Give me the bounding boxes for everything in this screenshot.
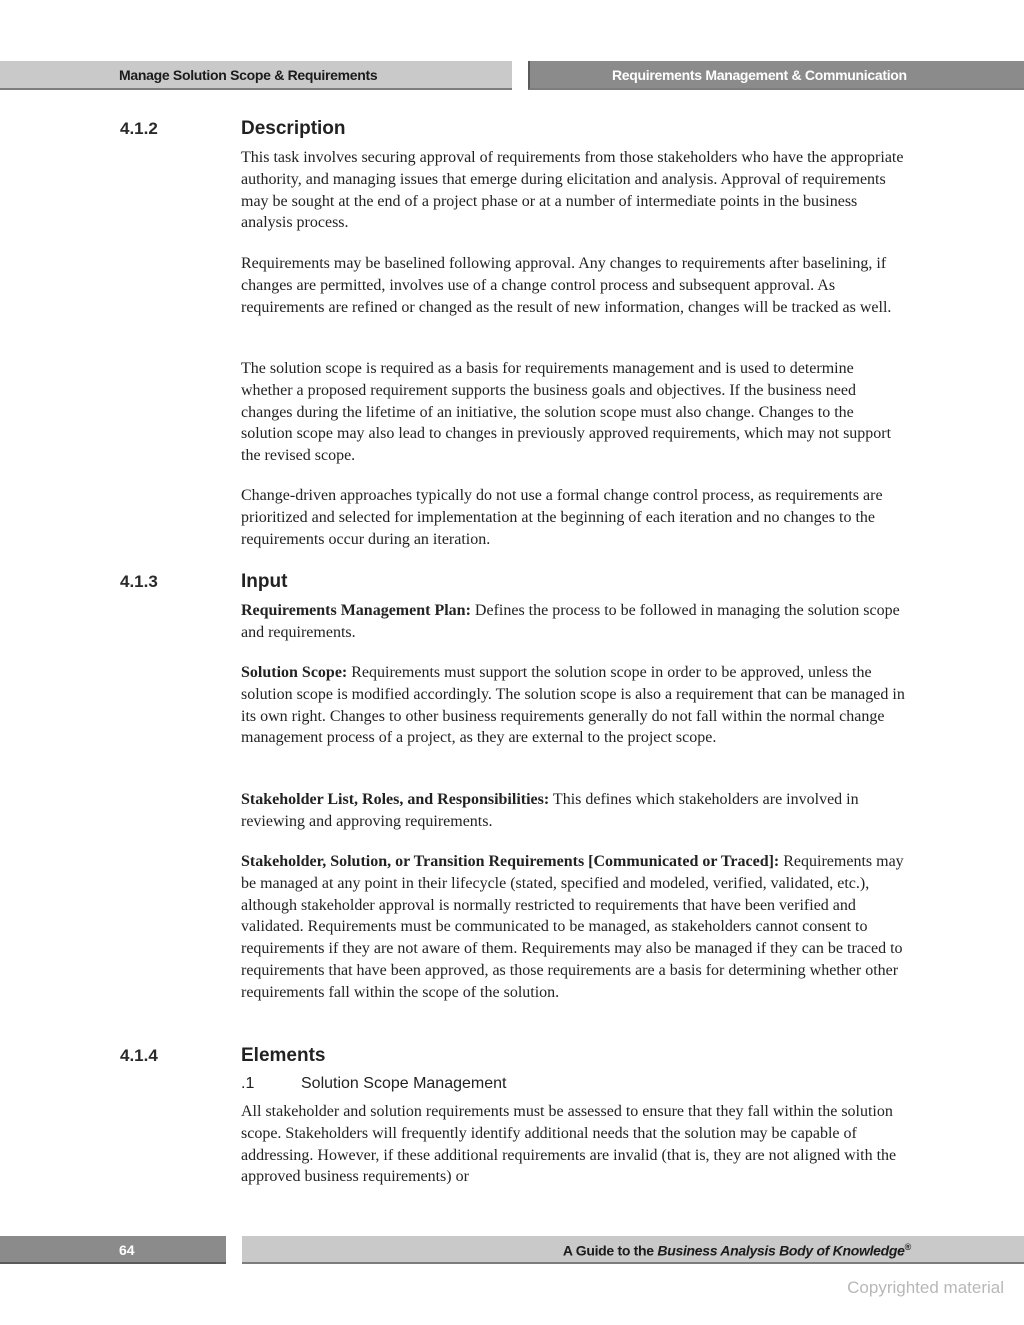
description-paragraph-2: Requirements may be baselined following approval. Any changes to requirements after baselining, if changes are permitted, involves use of a change control process and subsequent approval. As requirements are refined or changed as the result of new information, changes will be tracked as well. <box>241 255 892 316</box>
running-header-left <box>0 61 512 90</box>
page-number: 64 <box>119 1242 135 1258</box>
description-paragraph-3: The solution scope is required as a basis for requirements management and is used to determine whether a proposed requirement supports the business goals and objectives. If the business need changes during the lifetime of an initiative, the solution scope must also change. Changes to the solution scope may also lead to changes in previously approved requirements, which may not support the revised scope. <box>241 360 892 465</box>
section-title-description: Description <box>241 118 346 139</box>
section-title-input: Input <box>241 571 288 592</box>
copyright-watermark: Copyrighted material <box>847 1278 1004 1297</box>
input-label: Stakeholder, Solution, or Transition Requirements [Communicated or Traced]: <box>241 853 780 870</box>
input-label: Solution Scope: <box>241 664 348 681</box>
description-paragraph-4: Change-driven approaches typically do not use a formal change control process, as requirements are prioritized and selected for implementation at the beginning of each iteration and no changes to the requirements occur during an iteration. <box>241 487 883 548</box>
subsection-title: Solution Scope Management <box>301 1075 507 1092</box>
input-text: Requirements may be managed at any point in their lifecycle (stated, specified and modeled, verified, validated, etc.), although stakeholder approval is normally restricted to requirements that have been verified and validated. Requirements must be communicated to be managed, as stakeholders cannot consent to requirements if they are not aware of them. Requirements may also be managed if they can be traced to requirements that have been approved, as those requirements are a basis for determining whether other requirements fall within the scope of the solution. <box>241 853 904 1001</box>
description-paragraph-1: This task involves securing approval of requirements from those stakeholders who have the appropriate authority, and managing issues that emerge during elicitation and analysis. Approval of requirements may be sought at the end of a project phase or at a number of intermediate points in the business analysis process. <box>241 149 904 232</box>
input-label: Requirements Management Plan: <box>241 602 471 619</box>
input-text: Defines the process to be followed in managing the solution scope and requirements. <box>241 602 900 641</box>
chapter-section-title: Manage Solution Scope & Requirements <box>119 67 378 83</box>
input-item-solution-scope <box>241 662 905 749</box>
section-number-elements: 4.1.4 <box>120 1046 158 1065</box>
input-label: Stakeholder List, Roles, and Responsibilities: <box>241 791 550 808</box>
footer-book-box <box>242 1236 1024 1264</box>
book-title <box>563 1242 911 1259</box>
running-header-right <box>528 61 1024 90</box>
book-title-italic: Business Analysis Body of Knowledge <box>657 1242 905 1259</box>
section-number-description: 4.1.2 <box>120 119 158 138</box>
input-text: Requirements must support the solution scope in order to be approved, unless the solution scope is modified accordingly. The solution scope is also a requirement that can be managed in its own right. Changes to other business requirements generally do not fall within the normal change management process of a project, as they are external to the project scope. <box>241 664 905 747</box>
section-title-elements: Elements <box>241 1045 326 1066</box>
input-item-stakeholder-list <box>241 789 905 833</box>
elements-paragraph-1: All stakeholder and solution requirements must be assessed to ensure that they fall within the solution scope. Stakeholders will frequently identify additional needs that the solution may be capable of addressing. However, if these additional requirements are invalid (that is, they are not aligned with the approved business requirements) or <box>241 1103 897 1186</box>
section-number-input: 4.1.3 <box>120 572 158 591</box>
input-item-requirements <box>241 851 905 1004</box>
subsection-number: .1 <box>241 1075 255 1092</box>
trademark-symbol: ® <box>904 1242 911 1252</box>
footer-page-box <box>0 1236 226 1264</box>
input-text: This defines which stakeholders are involved in reviewing and approving requirements. <box>241 791 859 830</box>
chapter-title: Requirements Management & Communication <box>612 67 907 83</box>
input-item-requirements-management-plan <box>241 600 905 644</box>
book-title-prefix: A Guide to the <box>562 1242 658 1259</box>
